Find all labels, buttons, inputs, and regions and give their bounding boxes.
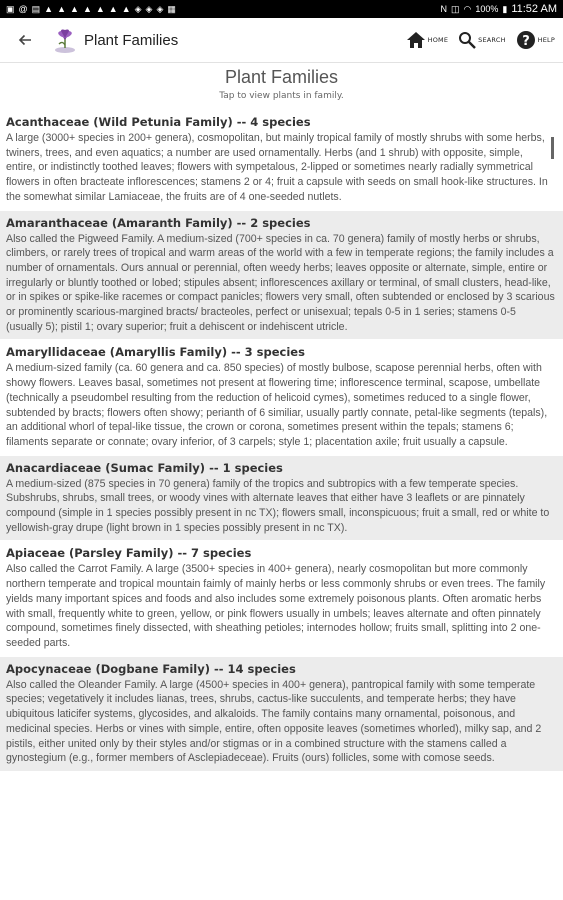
- calendar-icon: ▤: [31, 3, 41, 14]
- family-name: Amaryllidaceae (Amaryllis Family) -- 3 species: [6, 345, 305, 360]
- family-name: Apocynaceae (Dogbane Family) -- 14 species: [6, 661, 296, 676]
- battery-icon: ▮: [502, 3, 508, 14]
- family-item[interactable]: [0, 540, 563, 655]
- help-icon: [516, 30, 536, 50]
- alert-icon: ▲: [70, 3, 79, 14]
- notification-icons: [6, 5, 176, 14]
- search-button[interactable]: [458, 31, 506, 49]
- wifi-icon: ◠: [463, 3, 472, 14]
- help-button[interactable]: [516, 30, 555, 50]
- family-description: A medium-sized family (ca. 60 genera and ca. 850 species) of mostly bulbose, scapose perennial herbs, often with showy flowers. Leaves basal, sometimes not present at flowering time; inflorescence terminal, scapose, umbellate (technically a pseudombel resulting from the reduction of helicoid cymes), sometimes reduced to a single flower, subtended by bracts; flowers often showy; perianth of 6 similiar, usually partly connate, petal-like segments (tepals), an additional whorl of tepal-like tissue, the crown or corona, sometimes present within the tepals; stamens 6; filaments separate or connate; ovary inferior, of 3 carpels; style 1; placentation axile; fruit usually a capsule.: [6, 362, 548, 448]
- system-icons: [440, 3, 557, 15]
- page-title: Plant Families: [224, 67, 339, 87]
- alert-icon: ▲: [108, 3, 118, 14]
- image-icon: ▣: [6, 3, 15, 14]
- alert-icon: ▲: [95, 3, 105, 14]
- family-item[interactable]: [0, 656, 563, 771]
- game-icon: ◈: [145, 3, 153, 14]
- family-name: Acanthaceae (Wild Petunia Family) -- 4 species: [6, 115, 311, 129]
- family-description: Also called the Pigweed Family. A medium-sized (700+ species in ca. 70 genera) family of mostly herbs or shrubs, climbers, or rarely trees of tropical and warm areas of the world with a few in temperate regions; the family includes a number of ornamentals. Ours annual or perennial, often weedy herbs; leaves opposite or alternate, simple, entire or irregularly or bluntly toothed or lobed; stipules absent; inflorescences axillary or terminal, of small clusters, head-like, or in spikes or spike-like racemes or compact panicles; flowers very small, often subtended or enclosed by 3 scarious or prominently scarious-margined bracts/ bracteoles, perfect or unisexual; tepals 0-5 in 1 series; stamens 0-5 (usually 5); pistil 1; ovary superior; fruit a dehiscent or indehiscent utricle.: [6, 232, 555, 333]
- page-header: [0, 63, 563, 109]
- family-description: A large (3000+ species in 200+ genera), cosmopolitan, but mainly tropical family of mostly shrubs with some herbs, twiners, trees, and even aquatics; a number are used ornamentally. Herbs (and 1 shrub) with opposite, simple, entire, or indistinctly toothed leaves; flowers with sympetalous, 2-lipped or sometimes nearly radially symmetrical flowers in often bracteate inflorescences; stamens 2 or 4; fruit a capsule with seeds on small hook-like structures. In the somewhat similar Lamiaceae, the fruits are of 4 one-seeded nutlets.: [6, 132, 548, 203]
- back-arrow-icon: [18, 33, 32, 47]
- status-bar: [0, 0, 563, 18]
- help-label: HELP: [537, 36, 555, 44]
- alert-icon: ▲: [121, 3, 131, 14]
- search-label: SEARCH: [478, 36, 506, 44]
- family-name: Anacardiaceae (Sumac Family) -- 1 species: [6, 460, 283, 475]
- bag-icon: ▦: [167, 3, 176, 14]
- family-list: [0, 109, 563, 771]
- family-item[interactable]: [0, 455, 563, 541]
- family-name: Amaranthaceae (Amaranth Family) -- 2 species: [6, 215, 311, 230]
- home-label: HOME: [427, 36, 449, 44]
- family-item[interactable]: [0, 210, 563, 340]
- app-logo-icon: [52, 26, 78, 54]
- family-description: A medium-sized (875 species in 70 genera) family of the tropics and subtropics with a few temperate species. Subshrubs, shrubs, small trees, or woody vines with alternate leaves that either have 3 leaflets or are pinnately compound (simple in 1 species possibly present in nc TX); flowers small, inconspicuous; fruit a small, red or white to yellowish-gray drupe (light brown in 1 species possibly present in nc TX).: [6, 477, 550, 534]
- family-description: Also called the Carrot Family. A large (3500+ species in 400+ genera), nearly cosmopolitan but more commonly northern temperate and tropical mountain faimly of mainly herbs or less commonly shrubs or even trees. The family yields many important spices and foods and also includes some extremely poisonous plants. Often aromatic herbs with small, frequently white to green, yellow, or pink flowers usually in umbels; leaves alternate and often pinnately compound, sometimes finely dissected, with sheathing petioles; internodes hollow; fruits small, splitting into 2 one-seeded parts.: [6, 563, 546, 649]
- app-title: Plant Families: [84, 31, 179, 49]
- nfc-icon: N: [440, 3, 447, 14]
- alert-icon: ▲: [44, 3, 54, 14]
- vibrate-icon: ◫: [450, 3, 460, 14]
- back-button[interactable]: [14, 29, 36, 51]
- alert-icon: ▲: [57, 3, 67, 14]
- family-name: Apiaceae (Parsley Family) -- 7 species: [6, 546, 252, 561]
- game-icon: ◈: [134, 3, 142, 14]
- home-button[interactable]: [406, 31, 449, 49]
- home-icon: [406, 31, 426, 49]
- page-subtitle: Tap to view plants in family.: [219, 91, 344, 101]
- app-bar: [0, 18, 563, 63]
- family-item[interactable]: [0, 339, 563, 454]
- search-icon: [458, 31, 476, 49]
- at-icon: @: [18, 3, 28, 14]
- clock: 11:52 AM: [511, 3, 557, 15]
- game-icon: ◈: [156, 3, 164, 14]
- scrollbar-thumb[interactable]: [551, 137, 554, 159]
- family-item[interactable]: [0, 109, 563, 210]
- family-description: Also called the Oleander Family. A large (4500+ species in 400+ genera), pantropical family with some temperate species; vegetatively it includes lianas, trees, shrubs, cactus-like succulents, and temperate herbs; they have ubiquitous laticifer systems, glycosides, and alkaloids. The family contains many ornamental, poisonous, and medicinal species. Herbs or vines with simple, entire, often opposite leaves (sometimes whorled), milky sap, and 2 pistils, either united only by their styles and/or stigmas or in a combined structure with the stamens called a gynostegium (e.g., former members of Asclepiadeceae). Fruits (ours) follicles, some with comose seeds.: [6, 678, 542, 765]
- alert-icon: ▲: [82, 3, 92, 14]
- svg-text:?: ?: [521, 34, 530, 49]
- main-content[interactable]: [0, 63, 563, 900]
- battery-percent: 100%: [475, 3, 499, 14]
